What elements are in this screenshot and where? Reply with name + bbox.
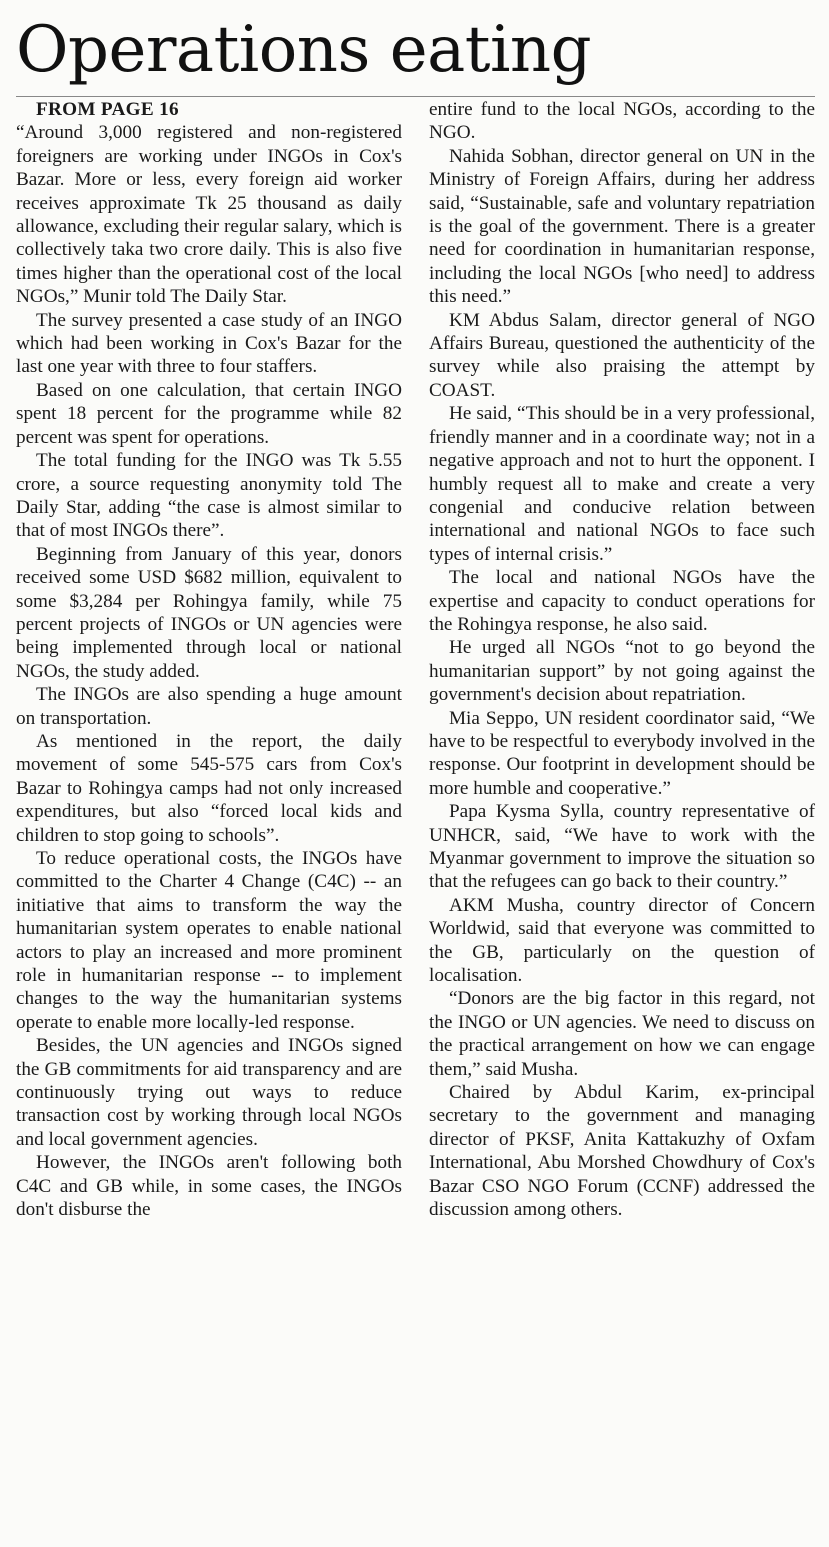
headline-rule bbox=[16, 96, 815, 97]
paragraph: The local and national NGOs have the expertise and capacity to conduct operations for the Rohingya response, he also said. bbox=[429, 567, 815, 635]
paragraph: AKM Musha, country director of Concern Worldwid, said that everyone was committed to the GB, particularly on the question of localisation. bbox=[429, 894, 815, 987]
paragraph: KM Abdus Salam, director general of NGO Affairs Bureau, questioned the authenticity of the survey while also praising the attempt by COAST. bbox=[429, 309, 815, 401]
paragraph: The total funding for the INGO was Tk 5.55 crore, a source requesting anonymity told The Daily Star, adding “the case is almost similar to that of most INGOs there”. bbox=[16, 450, 402, 542]
paragraph: He urged all NGOs “not to go beyond the humanitarian support” by not going against the government's decision about repatriation. bbox=[429, 637, 815, 706]
paragraph: The survey presented a case study of an INGO which had been working in Cox's Bazar for the last one year with three to four staffers. bbox=[16, 309, 402, 378]
article-body bbox=[16, 98, 815, 1222]
paragraph: “Around 3,000 registered and non-registered foreigners are working under INGOs in Cox's Bazar. More or less, every foreign aid worker receives approximate Tk 25 thousand as daily allowance, excluding their regular salary, which is collectively taka two crore daily. This is also five times higher than the operational cost of the local NGOs,” Munir told The Daily Star. bbox=[16, 122, 402, 308]
paragraph: Nahida Sobhan, director general on UN in the Ministry of Foreign Affairs, during her address said, “Sustainable, safe and voluntary repatriation is the goal of the government. There is a greater need for coordination in humanitarian response, including the local NGOs [who need] to address this need.” bbox=[429, 145, 815, 308]
article-column-right bbox=[429, 98, 815, 1222]
paragraph: Based on one calculation, that certain INGO spent 18 percent for the programme while 82 percent was spent for operations. bbox=[16, 379, 402, 448]
paragraph: As mentioned in the report, the daily movement of some 545-575 cars from Cox's Bazar to Rohingya camps had not only increased expenditures, but also “forced local kids and children to stop going to schools”. bbox=[16, 730, 402, 846]
paragraph: “Donors are the big factor in this regard, not the INGO or UN agencies. We need to discuss on the practical arrangement on how we can engage them,” said Musha. bbox=[429, 988, 815, 1080]
paragraph: To reduce operational costs, the INGOs have committed to the Charter 4 Change (C4C) -- an initiative that aims to transform the way the humanitarian system operates to enable national actors to play an increased and more prominent role in humanitarian response -- to implement changes to the way the humanitarian systems operate to enable more locally-led response. bbox=[16, 848, 402, 1033]
paragraph: Mia Seppo, UN resident coordinator said, “We have to be respectful to everybody involved in the response. Our footprint in development should be more humble and cooperative.” bbox=[429, 707, 815, 799]
paragraph: Papa Kysma Sylla, country representative of UNHCR, said, “We have to work with the Myanmar government to improve the situation so that the refugees can go back to their country.” bbox=[429, 801, 815, 893]
dateline: FROM PAGE 16 bbox=[36, 99, 179, 120]
paragraph: He said, “This should be in a very professional, friendly manner and in a coordinate way; not in a negative approach and not to hurt the opponent. I humbly request all to make and create a very congenial and conducive relation between international and national NGOs to face such types of internal crisis.” bbox=[429, 403, 815, 565]
article-column-left bbox=[16, 98, 402, 1222]
paragraph-continued: entire fund to the local NGOs, according to the NGO. bbox=[429, 99, 815, 144]
article-headline: Operations eating bbox=[16, 13, 592, 87]
paragraph: The INGOs are also spending a huge amount on transportation. bbox=[16, 684, 402, 729]
paragraph: However, the INGOs aren't following both C4C and GB while, in some cases, the INGOs don't disburse the bbox=[16, 1152, 402, 1221]
paragraph: Beginning from January of this year, donors received some USD $682 million, equivalent to some $3,284 per Rohingya family, while 75 percent projects of INGOs or UN agencies were being implemented through local or national NGOs, the study added. bbox=[16, 543, 402, 682]
paragraph: Besides, the UN agencies and INGOs signed the GB commitments for aid transparency and are continuously trying out ways to reduce transaction cost by working through local NGOs and local government agencies. bbox=[16, 1035, 402, 1150]
paragraph: Chaired by Abdul Karim, ex-principal secretary to the government and managing director of PKSF, Anita Kattakuzhy of Oxfam International, Abu Morshed Chowdhury of Cox's Bazar CSO NGO Forum (CCNF) addressed the discussion among others. bbox=[429, 1082, 815, 1221]
